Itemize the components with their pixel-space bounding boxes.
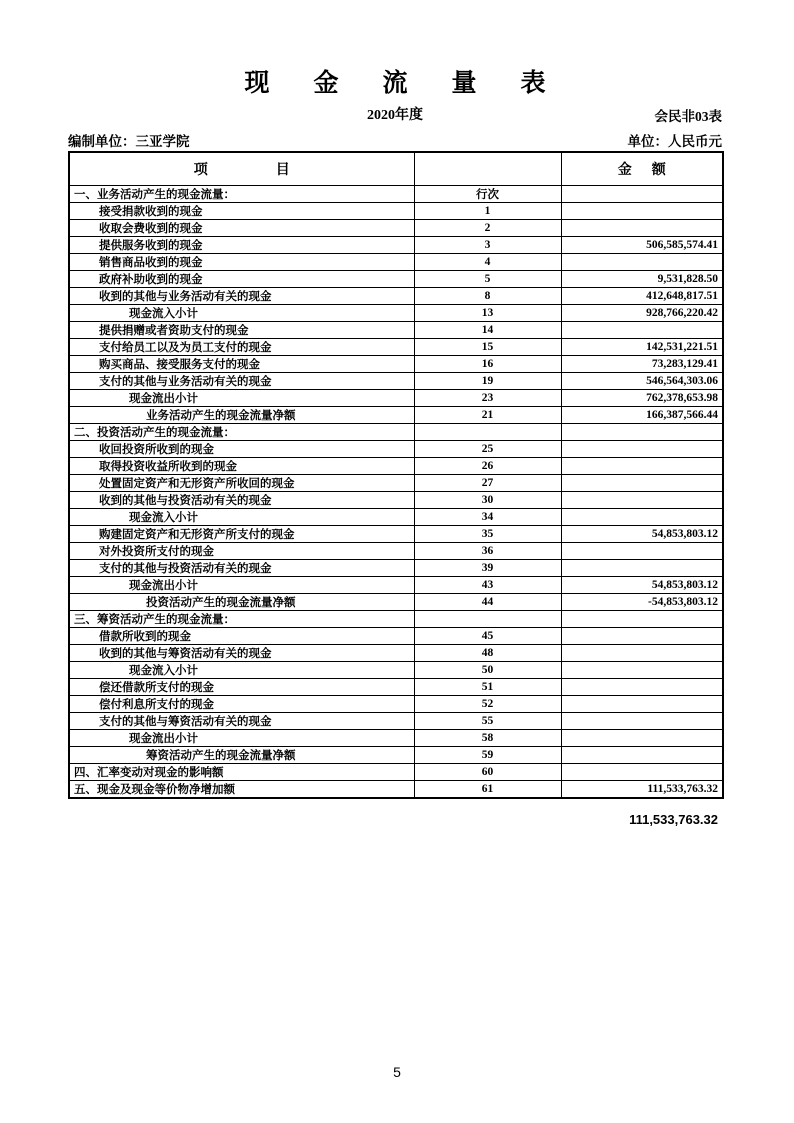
item-cell: 偿还借款所支付的现金 [69,678,414,695]
item-cell: 现金流入小计 [69,304,414,321]
table-row [69,236,723,253]
item-column-header: 项 目 [69,152,414,185]
line-number-cell: 55 [414,712,561,729]
table-row [69,338,723,355]
section-row [69,763,723,780]
table-header-row [69,152,723,185]
line-number-cell: 35 [414,525,561,542]
line-number-cell: 45 [414,627,561,644]
table-row [69,474,723,491]
line-number-cell: 3 [414,236,561,253]
amount-cell: -54,853,803.12 [561,593,723,610]
table-row [69,508,723,525]
item-cell: 一、业务活动产生的现金流量： [69,185,414,202]
line-number-cell: 27 [414,474,561,491]
below-table-total: 111,533,763.32 [629,811,718,827]
amount-cell: 166,387,566.44 [561,406,723,423]
line-number-cell: 59 [414,746,561,763]
item-cell: 现金流出小计 [69,729,414,746]
item-cell: 收回投资所收到的现金 [69,440,414,457]
table-row [69,372,723,389]
amount-cell: 142,531,221.51 [561,338,723,355]
table-row [69,457,723,474]
amount-cell: 54,853,803.12 [561,576,723,593]
amount-cell [561,474,723,491]
amount-cell: 54,853,803.12 [561,525,723,542]
item-cell: 收到的其他与投资活动有关的现金 [69,491,414,508]
item-cell: 处置固定资产和无形资产所收回的现金 [69,474,414,491]
line-number-cell: 2 [414,219,561,236]
item-cell: 提供捐赠或者资助支付的现金 [69,321,414,338]
item-cell: 投资活动产生的现金流量净额 [69,593,414,610]
item-cell: 四、汇率变动对现金的影响额 [69,763,414,780]
amount-cell: 73,283,129.41 [561,355,723,372]
line-number-cell: 1 [414,202,561,219]
document-page [68,70,722,827]
section-row [69,780,723,798]
line-number-cell: 5 [414,270,561,287]
amount-cell [561,219,723,236]
line-number-cell: 14 [414,321,561,338]
item-cell: 销售商品收到的现金 [69,253,414,270]
subtitle-row [68,104,722,124]
line-number-cell: 58 [414,729,561,746]
item-cell: 接受捐款收到的现金 [69,202,414,219]
amount-cell [561,253,723,270]
amount-cell [561,627,723,644]
amount-cell [561,440,723,457]
table-row [69,202,723,219]
item-cell: 支付的其他与业务活动有关的现金 [69,372,414,389]
amount-cell: 412,648,817.51 [561,287,723,304]
item-cell: 提供服务收到的现金 [69,236,414,253]
line-number-cell: 60 [414,763,561,780]
amount-cell [561,185,723,202]
item-cell: 支付的其他与筹资活动有关的现金 [69,712,414,729]
amount-cell [561,423,723,440]
amount-cell [561,695,723,712]
table-row [69,593,723,610]
section-row [69,423,723,440]
item-cell: 现金流出小计 [69,576,414,593]
amount-cell [561,763,723,780]
item-cell: 收取会费收到的现金 [69,219,414,236]
item-cell: 业务活动产生的现金流量净额 [69,406,414,423]
amount-cell [561,644,723,661]
table-row [69,270,723,287]
table-row [69,406,723,423]
table-row [69,712,723,729]
line-number-cell: 44 [414,593,561,610]
fiscal-period-label: 2020年度 [367,108,423,123]
amount-cell: 9,531,828.50 [561,270,723,287]
info-row [68,133,722,150]
item-cell: 筹资活动产生的现金流量净额 [69,746,414,763]
amount-cell [561,729,723,746]
item-cell: 现金流入小计 [69,508,414,525]
line-number-cell: 15 [414,338,561,355]
section-row [69,610,723,627]
table-row [69,729,723,746]
table-row [69,627,723,644]
item-cell: 购买商品、接受服务支付的现金 [69,355,414,372]
line-number-cell: 行次 [414,185,561,202]
line-number-cell: 43 [414,576,561,593]
table-row [69,440,723,457]
table-row [69,321,723,338]
table-row [69,219,723,236]
line-column-header [414,152,561,185]
table-row [69,559,723,576]
amount-cell: 928,766,220.42 [561,304,723,321]
line-number-cell: 34 [414,508,561,525]
item-cell: 三、筹资活动产生的现金流量： [69,610,414,627]
amount-cell [561,542,723,559]
table-row [69,695,723,712]
line-number-cell: 51 [414,678,561,695]
item-cell: 现金流入小计 [69,661,414,678]
line-number-cell: 36 [414,542,561,559]
item-cell: 五、现金及现金等价物净增加额 [69,780,414,798]
amount-cell: 506,585,574.41 [561,236,723,253]
line-number-cell: 30 [414,491,561,508]
line-number-cell: 23 [414,389,561,406]
table-row [69,678,723,695]
line-number-cell: 19 [414,372,561,389]
table-row [69,355,723,372]
amount-column-header: 金 额 [561,152,723,185]
table-row [69,525,723,542]
amount-cell: 111,533,763.32 [561,780,723,798]
amount-cell [561,457,723,474]
amount-cell [561,661,723,678]
table-row [69,576,723,593]
amount-cell: 762,378,653.98 [561,389,723,406]
line-number-cell: 61 [414,780,561,798]
amount-cell [561,678,723,695]
amount-cell [561,746,723,763]
item-cell: 收到的其他与筹资活动有关的现金 [69,644,414,661]
amount-cell [561,321,723,338]
table-row [69,644,723,661]
amount-cell [561,508,723,525]
table-row [69,304,723,321]
prepared-by-label: 编制单位：三亚学院 [68,134,190,149]
item-cell: 二、投资活动产生的现金流量： [69,423,414,440]
line-number-cell [414,610,561,627]
form-code-label: 会民非03表 [654,109,722,124]
line-number-cell: 13 [414,304,561,321]
line-number-cell: 48 [414,644,561,661]
page-number: 5 [393,1064,401,1080]
amount-cell [561,559,723,576]
section-row [69,185,723,202]
item-cell: 购建固定资产和无形资产所支付的现金 [69,525,414,542]
amount-cell [561,610,723,627]
cashflow-table [68,151,724,799]
table-row [69,661,723,678]
item-cell: 对外投资所支付的现金 [69,542,414,559]
line-number-cell: 21 [414,406,561,423]
item-cell: 收到的其他与业务活动有关的现金 [69,287,414,304]
table-row [69,253,723,270]
table-row [69,542,723,559]
line-number-cell: 4 [414,253,561,270]
line-number-cell: 52 [414,695,561,712]
line-number-cell: 16 [414,355,561,372]
amount-cell [561,491,723,508]
item-cell: 偿付利息所支付的现金 [69,695,414,712]
item-cell: 借款所收到的现金 [69,627,414,644]
page-title: 现金流量表 [244,70,590,97]
amount-cell: 546,564,303.06 [561,372,723,389]
line-number-cell: 25 [414,440,561,457]
item-cell: 支付的其他与投资活动有关的现金 [69,559,414,576]
table-row [69,287,723,304]
table-row [69,491,723,508]
unit-label: 单位：人民币元 [627,134,722,149]
line-number-cell: 50 [414,661,561,678]
line-number-cell: 39 [414,559,561,576]
item-cell: 支付给员工以及为员工支付的现金 [69,338,414,355]
line-number-cell: 26 [414,457,561,474]
table-row [69,746,723,763]
amount-cell [561,712,723,729]
item-cell: 取得投资收益所收到的现金 [69,457,414,474]
line-number-cell [414,423,561,440]
amount-cell [561,202,723,219]
table-row [69,389,723,406]
item-cell: 现金流出小计 [69,389,414,406]
line-number-cell: 8 [414,287,561,304]
cashflow-table-body [69,185,723,798]
item-cell: 政府补助收到的现金 [69,270,414,287]
